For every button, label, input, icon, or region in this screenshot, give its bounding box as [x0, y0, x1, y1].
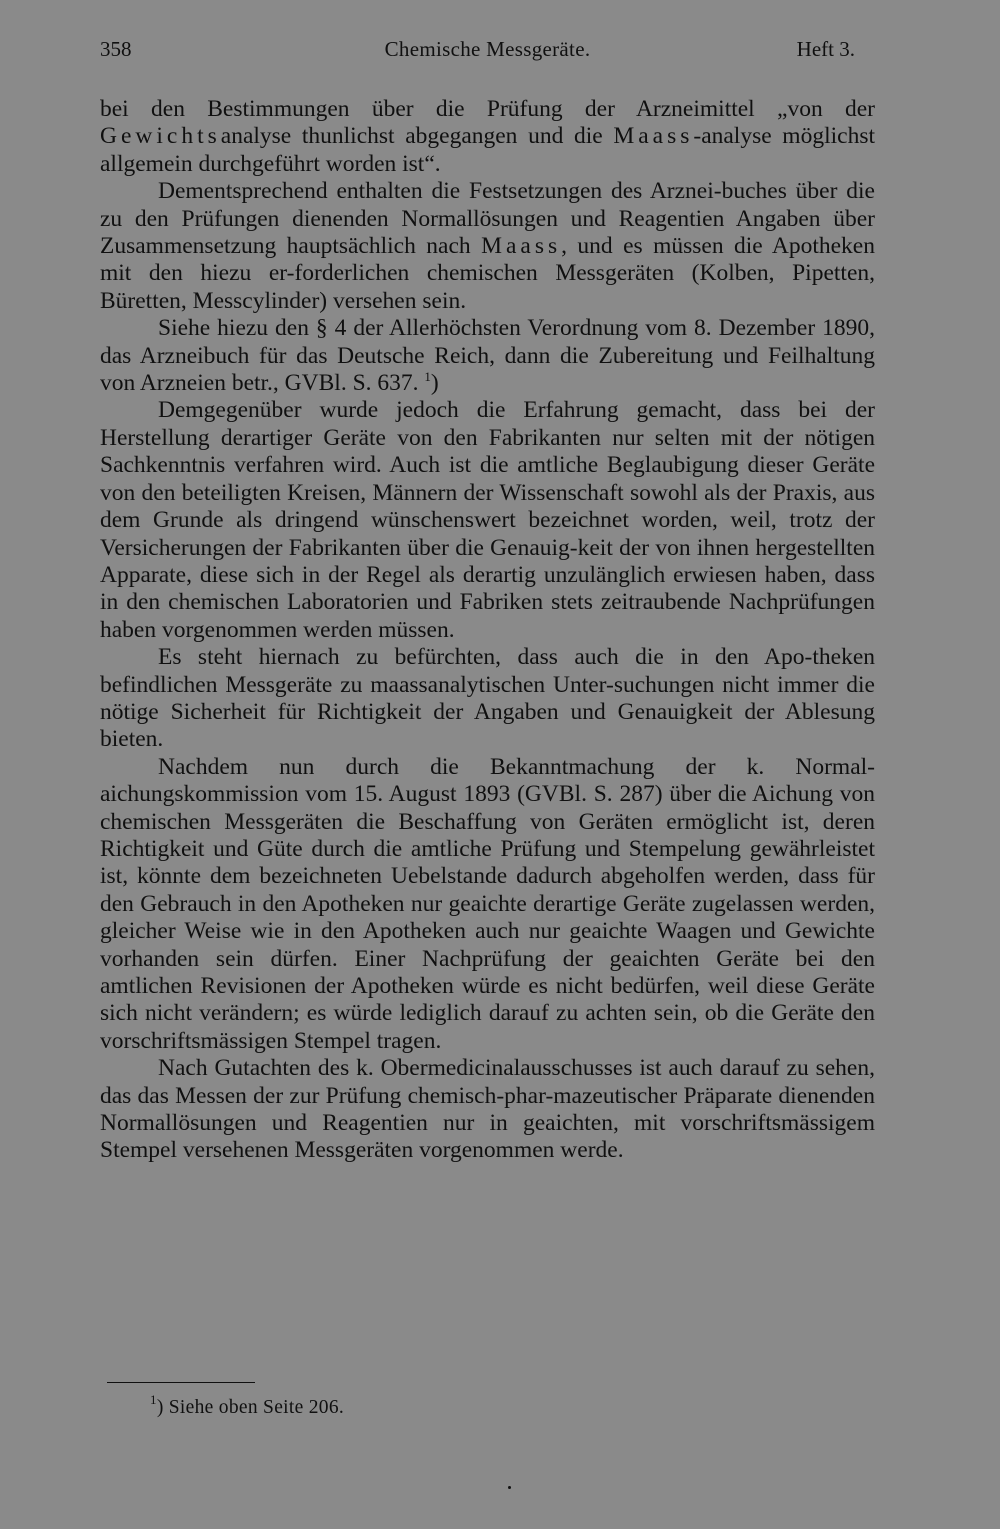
- paragraph: [100, 754, 875, 1055]
- text-run: Es steht hiernach zu befürchten, dass auch die in den Apo-theken befindlichen Messgeräte zu maassanalytischen Unter-suchungen nicht immer die nötige Sicherheit für Richtigkeit der Angaben und Genauigkeit der Ablesung bieten.: [100, 644, 875, 753]
- page-header: [100, 34, 875, 64]
- paragraph: [100, 315, 875, 397]
- text-run: Siehe hiezu den § 4 der Allerhöchsten Verordnung vom 8. Dezember 1890, das Arzneibuch für das Deutsche Reich, dann die Zubereitung und Feilhaltung von Arzneien betr., GVBl. S. 637.: [100, 315, 875, 397]
- footnote: [150, 1392, 750, 1420]
- footnote-rule: [107, 1382, 255, 1383]
- spaced-text: Maass: [613, 123, 694, 150]
- text-run: -analyse möglichst allgemein durchgeführt worden ist“.: [100, 123, 876, 177]
- text-run: Nachdem nun durch die Bekanntmachung der k. Normal-aichungskommission vom 15. August 1893 (GVBl. S. 287) über die Aichung von chemischen Messgeräten die Beschaffung von Geräten ermöglicht ist, deren Richtigkeit und Güte durch die amtliche Prüfung und Stempelung gewährleistet ist, könnte dem bezeichneten Uebelstande dadurch abgeholfen werden, dass für den Gebrauch in den Apotheken nur geaichte derartige Geräte zugelassen werden, gleicher Weise wie in den Apotheken auch nur geaichte Waagen und Gewichte vorhanden sein dürfen. Einer Nachprüfung der geaichten Geräte bei den amtlichen Revisionen der Apotheken würde es nicht bedürfen, weil diese Geräte sich nicht verändern; es würde lediglich darauf zu achten sein, ob die Geräte den vorschriftsmässigen Stempel tragen.: [100, 753, 875, 1054]
- print-speck: [508, 1486, 511, 1489]
- footnote-reference: 1: [424, 369, 431, 385]
- text-run: , und es müssen die Apotheken mit den hiezu er-forderlichen chemischen Messgeräten (Kolben, Pipetten, Büretten, Messcylinder) versehen sein.: [100, 233, 875, 314]
- paragraph: [100, 397, 875, 644]
- paragraph: [100, 644, 875, 754]
- text-run: ): [430, 370, 439, 397]
- paragraph: [100, 96, 875, 178]
- spaced-text: Maass: [481, 233, 562, 260]
- text-run: Demgegenüber wurde jedoch die Erfahrung gemacht, dass bei der Herstellung derartiger Geräte von den Fabrikanten nur selten mit der nötigen Sachkenntnis verfahren wird. Auch ist die amtliche Beglaubigung dieser Geräte von den beteiligten Kreisen, Männern der Wissenschaft sowohl als der Praxis, aus dem Grunde als dringend wünschenswert bezeichnet worden, weil, trotz der Versicherungen der Fabrikanten über die Genauig-keit der von ihnen hergestellten Apparate, diese sich in der Regel als derartig unzulänglich erwiesen haben, dass in den chemischen Laboratorien und Fabriken stets zeitraubende Nachprüfungen haben vorgenommen werden müssen.: [100, 397, 875, 643]
- running-title: Chemische Messgeräte.: [384, 37, 591, 61]
- body-text: [100, 96, 875, 1165]
- text-run: bei den Bestimmungen über die Prüfung der Arzneimittel „von der: [100, 96, 875, 122]
- paragraph: [100, 1055, 875, 1165]
- text-run: Nach Gutachten des k. Obermedicinalausschusses ist auch darauf zu sehen, das das Messen der zur Prüfung chemisch-phar-mazeutischer Präparate dienenden Normallösungen und Reagentien nur in geaichten, mit vorschriftsmässigem Stempel versehenen Messgeräten vorgenommen werde.: [100, 1055, 875, 1164]
- text-run: Dementsprechend enthalten die Festsetzungen des Arznei-buches über die zu den Prüfungen dienenden Normallösungen und Reagentien Angaben über Zusammensetzung hauptsächlich nach: [100, 178, 875, 260]
- paragraph: [100, 178, 875, 315]
- issue-label: Heft 3.: [796, 37, 855, 61]
- text-run: analyse thunlichst abgegangen und die: [220, 123, 614, 150]
- spaced-text: Gewichts: [100, 123, 221, 150]
- footnote-text: ) Siehe oben Seite 206.: [156, 1397, 345, 1418]
- page-number: 358: [100, 37, 132, 61]
- footnote-marker: 1: [150, 1392, 157, 1407]
